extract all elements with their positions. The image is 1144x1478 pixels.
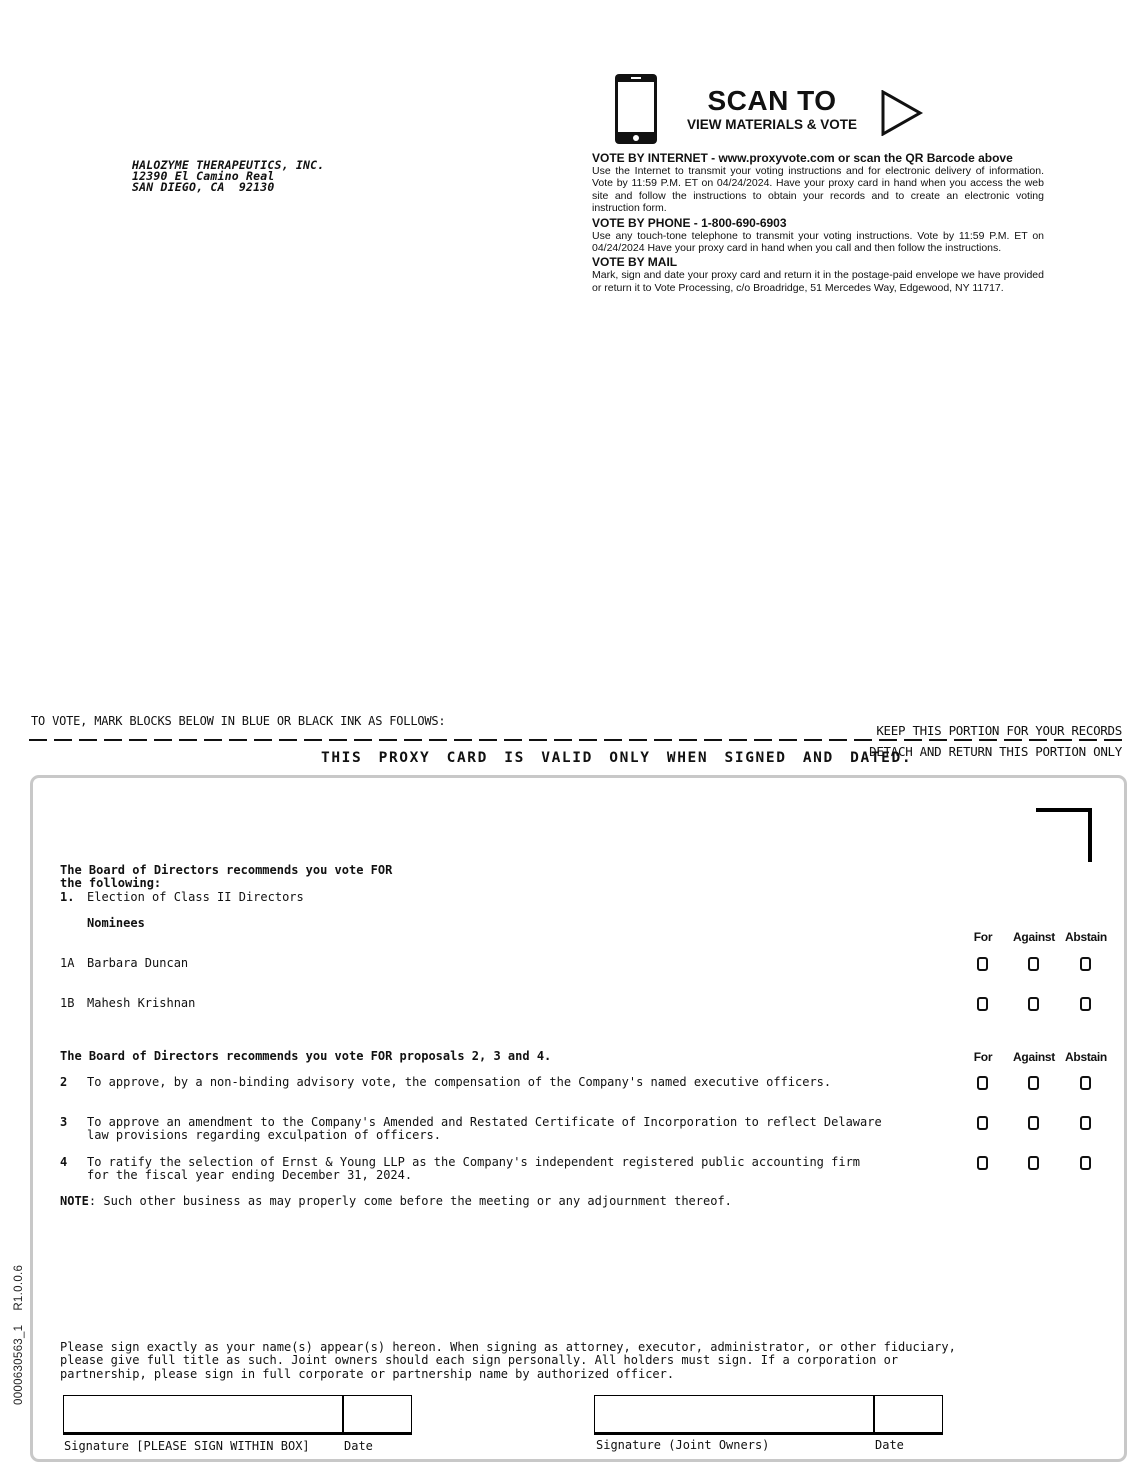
column-abstain: Abstain [1065, 930, 1107, 944]
note-text: : Such other business as may properly come before the meeting or any adjournment thereof. [88, 1194, 732, 1208]
detach-line [29, 739, 1123, 741]
note-label: NOTE [60, 1194, 89, 1208]
play-triangle-icon [880, 90, 924, 136]
note [60, 1195, 732, 1208]
sign-instructions-line-2: please give full title as such. Joint owners should each sign personally. All holders must sign. If a corporation or [60, 1353, 899, 1367]
proposal-4-number: 4 [60, 1155, 68, 1169]
proposal-2-number: 2 [60, 1075, 68, 1089]
mark-instruction: TO VOTE, MARK BLOCKS BELOW IN BLUE OR BLACK INK AS FOLLOWS: [31, 714, 446, 728]
proposal-2-for-checkbox[interactable] [977, 1076, 988, 1090]
document-id: 0000630563_1 R1.0.0.6 [13, 1264, 25, 1405]
nominee-1b-name: Mahesh Krishnan [87, 996, 196, 1010]
registration-corner-mark [1036, 808, 1092, 862]
board-recommendation-1-cont: the following: [60, 876, 162, 890]
sign-instructions-line-3: partnership, please sign in full corporate or partnership name by authorized officer. [60, 1367, 675, 1381]
joint-date-field[interactable] [873, 1395, 943, 1435]
proposal-4-abstain-checkbox[interactable] [1080, 1156, 1091, 1170]
nominee-1a-name: Barbara Duncan [87, 956, 189, 970]
vote-internet-body: Use the Internet to transmit your voting instructions and for electronic delivery of information. Vote by 11:59 P.M. ET on 04/24/2024. Have your proxy card in hand when you access the web site and follow the instructions to obtain your records and to create an electronic voting instruction form. [592, 165, 1044, 215]
vote-mail-body: Mark, sign and date your proxy card and return it in the postage-paid envelope we have provided or return it to Vote Processing, c/o Broadridge, 51 Mercedes Way, Edgewood, NY 11717. [592, 269, 1044, 294]
nominee-1b-number: 1B [60, 996, 75, 1010]
proposal-3-for-checkbox[interactable] [977, 1116, 988, 1130]
nominee-1a-against-checkbox[interactable] [1028, 957, 1039, 971]
proposal-3-number: 3 [60, 1115, 68, 1129]
proposal-3-against-checkbox[interactable] [1028, 1116, 1039, 1130]
nominee-1a-number: 1A [60, 956, 75, 970]
address-line-1: 12390 El Camino Real [132, 169, 275, 183]
company-name: HALOZYME THERAPEUTICS, INC. [132, 158, 325, 172]
keep-portion-label: KEEP THIS PORTION FOR YOUR RECORDS [876, 723, 1122, 738]
valid-notice: THIS PROXY CARD IS VALID ONLY WHEN SIGNED AND DATED. [321, 750, 913, 766]
board-recommendation-1: The Board of Directors recommends you vote FOR [60, 863, 393, 877]
date-label: Date [344, 1439, 373, 1453]
voting-instructions [592, 151, 1044, 295]
joint-signature-label: Signature (Joint Owners) [596, 1438, 770, 1452]
scan-title: SCAN TO [707, 85, 837, 116]
nominee-1b-for-checkbox[interactable] [977, 997, 988, 1011]
proposal-4-text: To ratify the selection of Ernst & Young LLP as the Company's independent registered public accounting firm [87, 1155, 861, 1169]
company-address [132, 160, 324, 193]
proposal-2-text: To approve, by a non-binding advisory vote, the compensation of the Company's named executive officers. [87, 1075, 832, 1089]
vote-mail-heading: VOTE BY MAIL [592, 255, 678, 270]
proposal-2-against-checkbox[interactable] [1028, 1076, 1039, 1090]
signature-label: Signature [PLEASE SIGN WITHIN BOX] [64, 1439, 310, 1453]
smartphone-icon [614, 73, 658, 145]
item-1-number: 1. [60, 890, 75, 904]
column-against: Against [1013, 930, 1055, 944]
proposal-4-for-checkbox[interactable] [977, 1156, 988, 1170]
joint-date-label: Date [875, 1438, 904, 1452]
signature-field[interactable] [63, 1395, 344, 1435]
joint-signature-field[interactable] [594, 1395, 875, 1435]
detach-portion-label: DETACH AND RETURN THIS PORTION ONLY [869, 744, 1122, 759]
proposal-3-abstain-checkbox[interactable] [1080, 1116, 1091, 1130]
column-for-2: For [973, 1050, 993, 1064]
item-1-text: Election of Class II Directors [87, 890, 304, 904]
vote-phone-heading: VOTE BY PHONE - 1-800-690-6903 [592, 215, 787, 230]
nominee-1a-abstain-checkbox[interactable] [1080, 957, 1091, 971]
nominee-1b-against-checkbox[interactable] [1028, 997, 1039, 1011]
proposal-2-abstain-checkbox[interactable] [1080, 1076, 1091, 1090]
proposal-3-text-cont: law provisions regarding exculpation of officers. [87, 1128, 442, 1142]
column-for: For [973, 930, 993, 944]
nominee-1a-for-checkbox[interactable] [977, 957, 988, 971]
proposal-4-text-cont: for the fiscal year ending December 31, 2024. [87, 1168, 413, 1182]
scan-subtitle: VIEW MATERIALS & VOTE [686, 117, 857, 132]
nominee-1b-abstain-checkbox[interactable] [1080, 997, 1091, 1011]
column-against-2: Against [1013, 1050, 1055, 1064]
vote-phone-body: Use any touch-tone telephone to transmit your voting instructions. Vote by 11:59 P.M. ET on 04/24/2024 Have your proxy card in hand when you call and then follow the instructions. [592, 229, 1044, 255]
nominees-label: Nominees [87, 916, 145, 930]
board-recommendation-2: The Board of Directors recommends you vote FOR proposals 2, 3 and 4. [60, 1049, 552, 1063]
column-abstain-2: Abstain [1065, 1050, 1107, 1064]
address-line-2: SAN DIEGO, CA 92130 [132, 180, 275, 194]
proposal-3-text: To approve an amendment to the Company's Amended and Restated Certificate of Incorporation to reflect Delaware [87, 1115, 882, 1129]
proposal-4-against-checkbox[interactable] [1028, 1156, 1039, 1170]
vote-internet-heading: VOTE BY INTERNET - www.proxyvote.com or scan the QR Barcode above [592, 151, 1013, 165]
sign-instructions-line-1: Please sign exactly as your name(s) appear(s) hereon. When signing as attorney, executor, administrator, or other fiduciary, [60, 1340, 956, 1354]
date-field[interactable] [342, 1395, 412, 1435]
